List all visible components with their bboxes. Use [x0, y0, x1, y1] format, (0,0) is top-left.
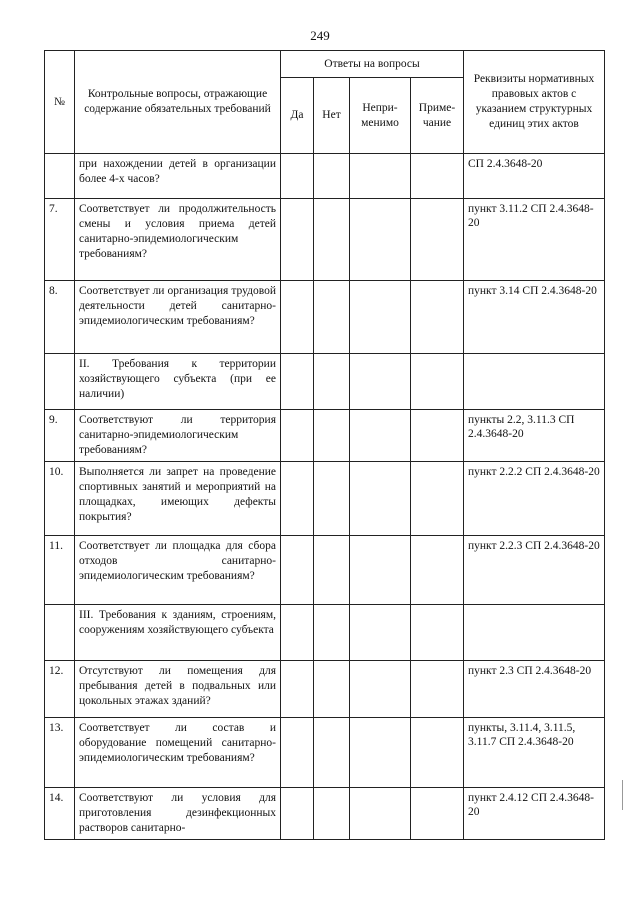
table-row [45, 154, 605, 199]
answer-note-cell[interactable] [411, 462, 464, 536]
answer-na-cell[interactable] [350, 462, 411, 536]
header-note: Приме-чание [411, 78, 464, 154]
row-question: Соответствует ли площадка для сбора отходов санитарно-эпидемиологическим требованиям? [75, 536, 281, 605]
answer-yes-cell[interactable] [281, 199, 314, 281]
answer-yes-cell[interactable] [281, 281, 314, 354]
header-requisites: Реквизиты нормативных правовых актов с указанием структурных единиц этих актов [464, 51, 605, 154]
row-requisites: пункты 2.2, 3.11.3 СП 2.4.3648-20 [464, 410, 605, 462]
table-row [45, 788, 605, 840]
row-number: 12. [45, 661, 75, 718]
row-question: Соответствуют ли территория санитарно-эпидемиологическим требованиям? [75, 410, 281, 462]
answer-no-cell[interactable] [314, 410, 350, 462]
section-number-cell [45, 605, 75, 661]
header-yes: Да [281, 78, 314, 154]
answer-na-cell[interactable] [350, 154, 411, 199]
empty-cell [464, 354, 605, 410]
answer-yes-cell[interactable] [281, 462, 314, 536]
row-number: 8. [45, 281, 75, 354]
empty-cell [281, 605, 314, 661]
section-title: III. Требования к зданиям, строениям, сооружениям хозяйствующего субъекта [75, 605, 281, 661]
answer-na-cell[interactable] [350, 788, 411, 840]
section-row [45, 605, 605, 661]
empty-cell [314, 354, 350, 410]
scan-edge-mark [622, 780, 623, 810]
empty-cell [314, 605, 350, 661]
section-title: II. Требования к территории хозяйствующего субъекта (при ее наличии) [75, 354, 281, 410]
empty-cell [350, 354, 411, 410]
header-question: Контрольные вопросы, отражающие содержание обязательных требований [75, 51, 281, 154]
row-question: Отсутствуют ли помещения для пребывания детей в подвальных или цокольных этажах зданий? [75, 661, 281, 718]
answer-note-cell[interactable] [411, 788, 464, 840]
answer-no-cell[interactable] [314, 718, 350, 788]
row-number: 13. [45, 718, 75, 788]
row-requisites: пункт 2.2.3 СП 2.4.3648-20 [464, 536, 605, 605]
answer-note-cell[interactable] [411, 536, 464, 605]
table-row [45, 199, 605, 281]
answer-no-cell[interactable] [314, 788, 350, 840]
answer-na-cell[interactable] [350, 410, 411, 462]
answer-note-cell[interactable] [411, 199, 464, 281]
row-question: при нахождении детей в организации более 4-х часов? [75, 154, 281, 199]
row-requisites: пункты, 3.11.4, 3.11.5, 3.11.7 СП 2.4.3648-20 [464, 718, 605, 788]
answer-na-cell[interactable] [350, 199, 411, 281]
empty-cell [464, 605, 605, 661]
answer-yes-cell[interactable] [281, 718, 314, 788]
table-row [45, 718, 605, 788]
section-row [45, 354, 605, 410]
answer-note-cell[interactable] [411, 281, 464, 354]
table-row [45, 410, 605, 462]
answer-no-cell[interactable] [314, 536, 350, 605]
answer-yes-cell[interactable] [281, 410, 314, 462]
answer-yes-cell[interactable] [281, 788, 314, 840]
empty-cell [281, 354, 314, 410]
answer-no-cell[interactable] [314, 462, 350, 536]
row-requisites: пункт 2.4.12 СП 2.4.3648-20 [464, 788, 605, 840]
table-row [45, 661, 605, 718]
empty-cell [350, 605, 411, 661]
row-question: Соответствует ли продолжительность смены и условия приема детей санитарно-эпидемиологическим требованиям? [75, 199, 281, 281]
row-number [45, 154, 75, 199]
row-question: Соответствует ли организация трудовой деятельности детей санитарно-эпидемиологическим требованиям? [75, 281, 281, 354]
table-row [45, 462, 605, 536]
answer-na-cell[interactable] [350, 661, 411, 718]
row-requisites: пункт 2.3 СП 2.4.3648-20 [464, 661, 605, 718]
row-requisites: пункт 3.14 СП 2.4.3648-20 [464, 281, 605, 354]
row-requisites: пункт 3.11.2 СП 2.4.3648-20 [464, 199, 605, 281]
row-number: 7. [45, 199, 75, 281]
answer-no-cell[interactable] [314, 154, 350, 199]
header-answers-group: Ответы на вопросы [281, 51, 464, 78]
empty-cell [411, 354, 464, 410]
page-number: 249 [310, 28, 330, 43]
header-not-applicable: Непри-менимо [350, 78, 411, 154]
answer-na-cell[interactable] [350, 281, 411, 354]
answer-yes-cell[interactable] [281, 536, 314, 605]
answer-yes-cell[interactable] [281, 661, 314, 718]
answer-no-cell[interactable] [314, 199, 350, 281]
row-number: 14. [45, 788, 75, 840]
answer-no-cell[interactable] [314, 281, 350, 354]
row-requisites: СП 2.4.3648-20 [464, 154, 605, 199]
row-question: Выполняется ли запрет на проведение спортивных занятий и мероприятий на площадках, имеющих дефекты покрытия? [75, 462, 281, 536]
table-row [45, 281, 605, 354]
empty-cell [411, 605, 464, 661]
header-no: Нет [314, 78, 350, 154]
answer-no-cell[interactable] [314, 661, 350, 718]
row-number: 10. [45, 462, 75, 536]
answer-note-cell[interactable] [411, 661, 464, 718]
checklist-table [44, 50, 605, 840]
answer-note-cell[interactable] [411, 154, 464, 199]
answer-yes-cell[interactable] [281, 154, 314, 199]
row-number: 11. [45, 536, 75, 605]
table-row [45, 536, 605, 605]
row-question: Соответствуют ли условия для приготовления дезинфекционных растворов санитарно- [75, 788, 281, 840]
answer-note-cell[interactable] [411, 718, 464, 788]
answer-na-cell[interactable] [350, 536, 411, 605]
row-requisites: пункт 2.2.2 СП 2.4.3648-20 [464, 462, 605, 536]
answer-na-cell[interactable] [350, 718, 411, 788]
section-number-cell [45, 354, 75, 410]
answer-note-cell[interactable] [411, 410, 464, 462]
row-number: 9. [45, 410, 75, 462]
row-question: Соответствует ли состав и оборудование помещений санитарно-эпидемиологическим требованиям? [75, 718, 281, 788]
header-number: № [45, 51, 75, 154]
